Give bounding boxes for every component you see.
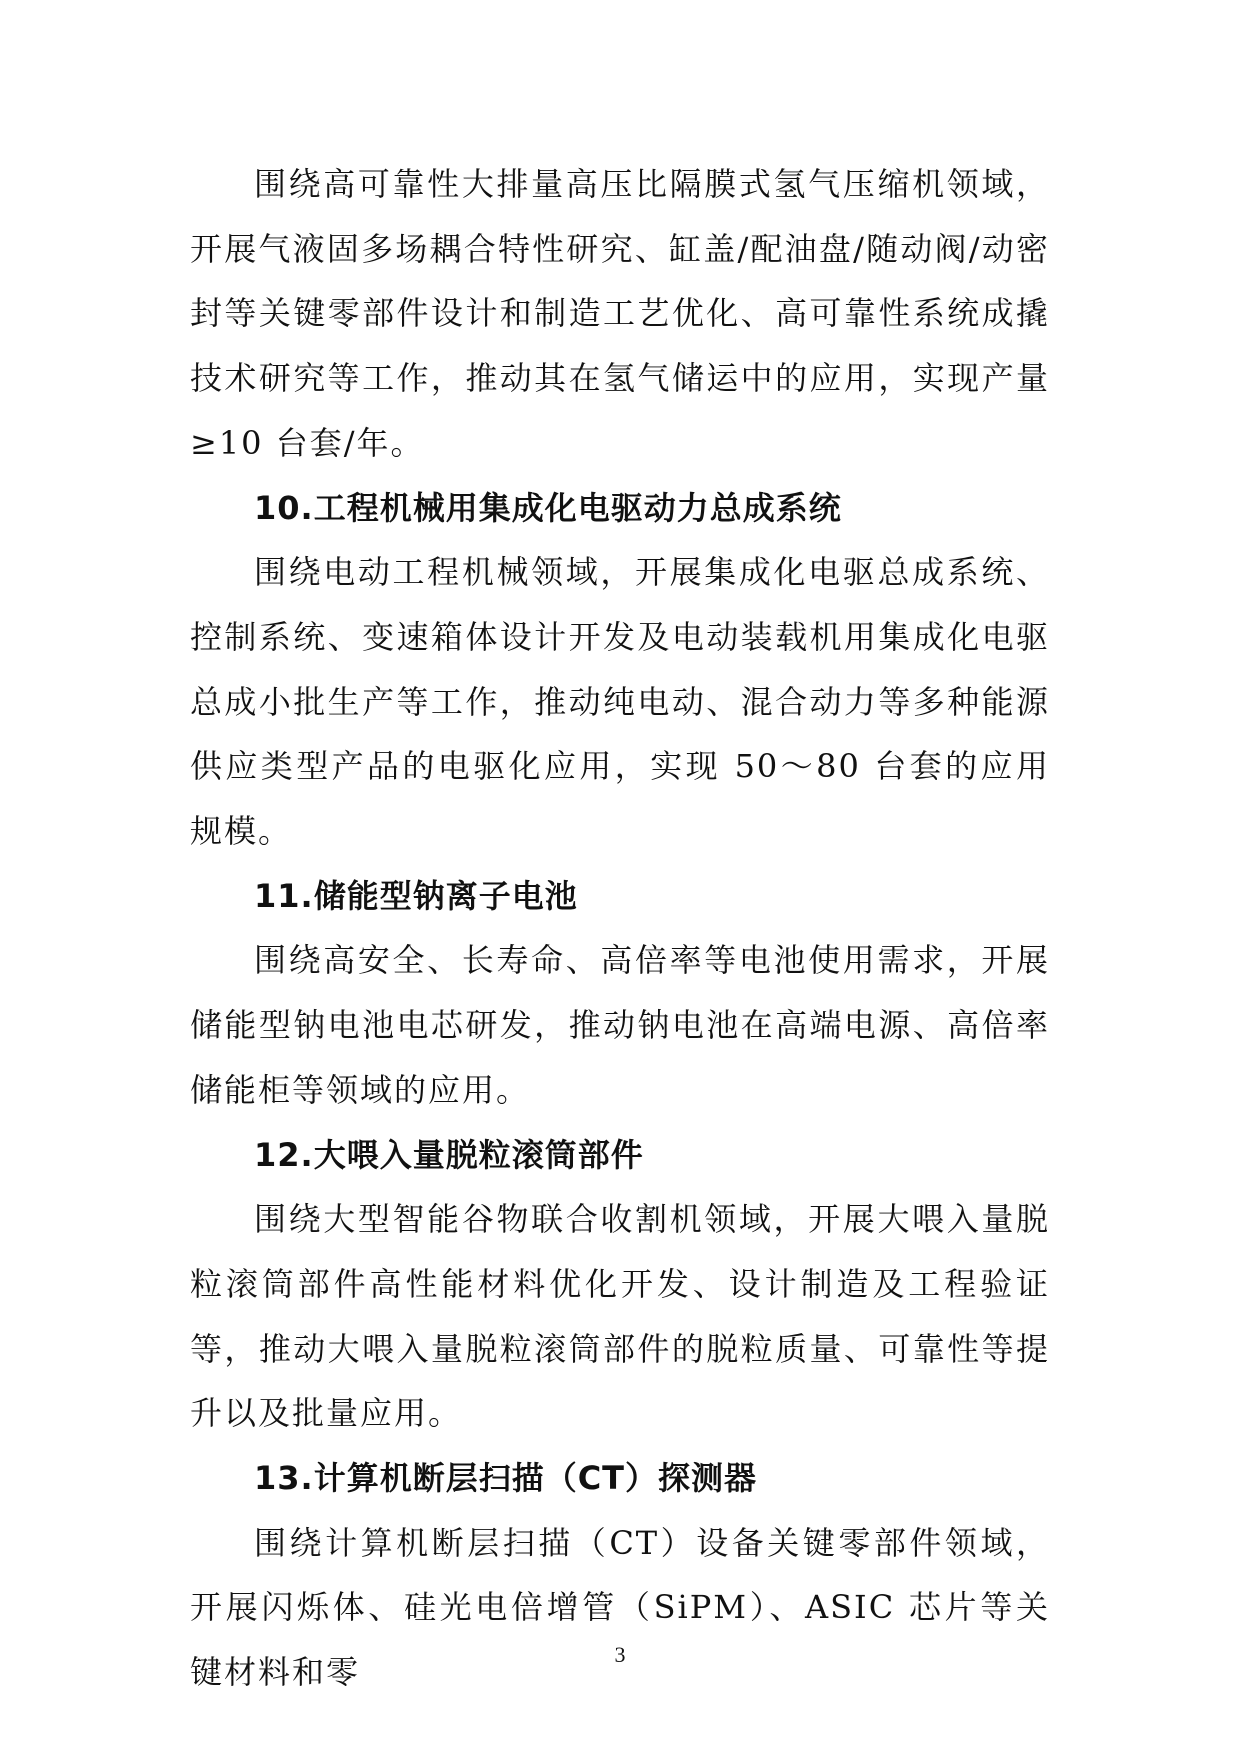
- document-body: [190, 152, 1050, 1705]
- page-number: 3: [614, 1642, 626, 1667]
- paragraph-electric-drive: 围绕电动工程机械领域，开展集成化电驱总成系统、控制系统、变速箱体设计开发及电动装载机用集成化电驱总成小批生产等工作，推动纯电动、混合动力等多种能源供应类型产品的电驱化应用，实现 50～80 台套的应用规模。: [190, 553, 1050, 851]
- paragraph-ct-detector: 围绕计算机断层扫描（CT）设备关键零部件领域，开展闪烁体、硅光电倍增管（SiPM）、ASIC 芯片等关键材料和零: [190, 1523, 1050, 1692]
- paragraph-hydrogen-compressor: 围绕高可靠性大排量高压比隔膜式氢气压缩机领域，开展气液固多场耦合特性研究、缸盖/配油盘/随动阀/动密封等关键零部件设计和制造工艺优化、高可靠性系统成撬技术研究等工作，推动其在氢气储运中的应用，实现产量≥10 台套/年。: [190, 165, 1050, 462]
- section-heading-10: 10.工程机械用集成化电驱动力总成系统: [254, 488, 842, 527]
- paragraph-threshing-drum: 围绕大型智能谷物联合收割机领域，开展大喂入量脱粒滚筒部件高性能材料优化开发、设计制造及工程验证等，推动大喂入量脱粒滚筒部件的脱粒质量、可靠性等提升以及批量应用。: [190, 1200, 1050, 1433]
- section-heading-13: 13.计算机断层扫描（CT）探测器: [254, 1459, 758, 1498]
- section-heading-11: 11.储能型钠离子电池: [254, 876, 578, 915]
- paragraph-sodium-battery: 围绕高安全、长寿命、高倍率等电池使用需求，开展储能型钠电池电芯研发，推动钠电池在高端电源、高倍率储能柜等领域的应用。: [190, 941, 1050, 1109]
- section-heading-12: 12.大喂入量脱粒滚筒部件: [254, 1135, 644, 1174]
